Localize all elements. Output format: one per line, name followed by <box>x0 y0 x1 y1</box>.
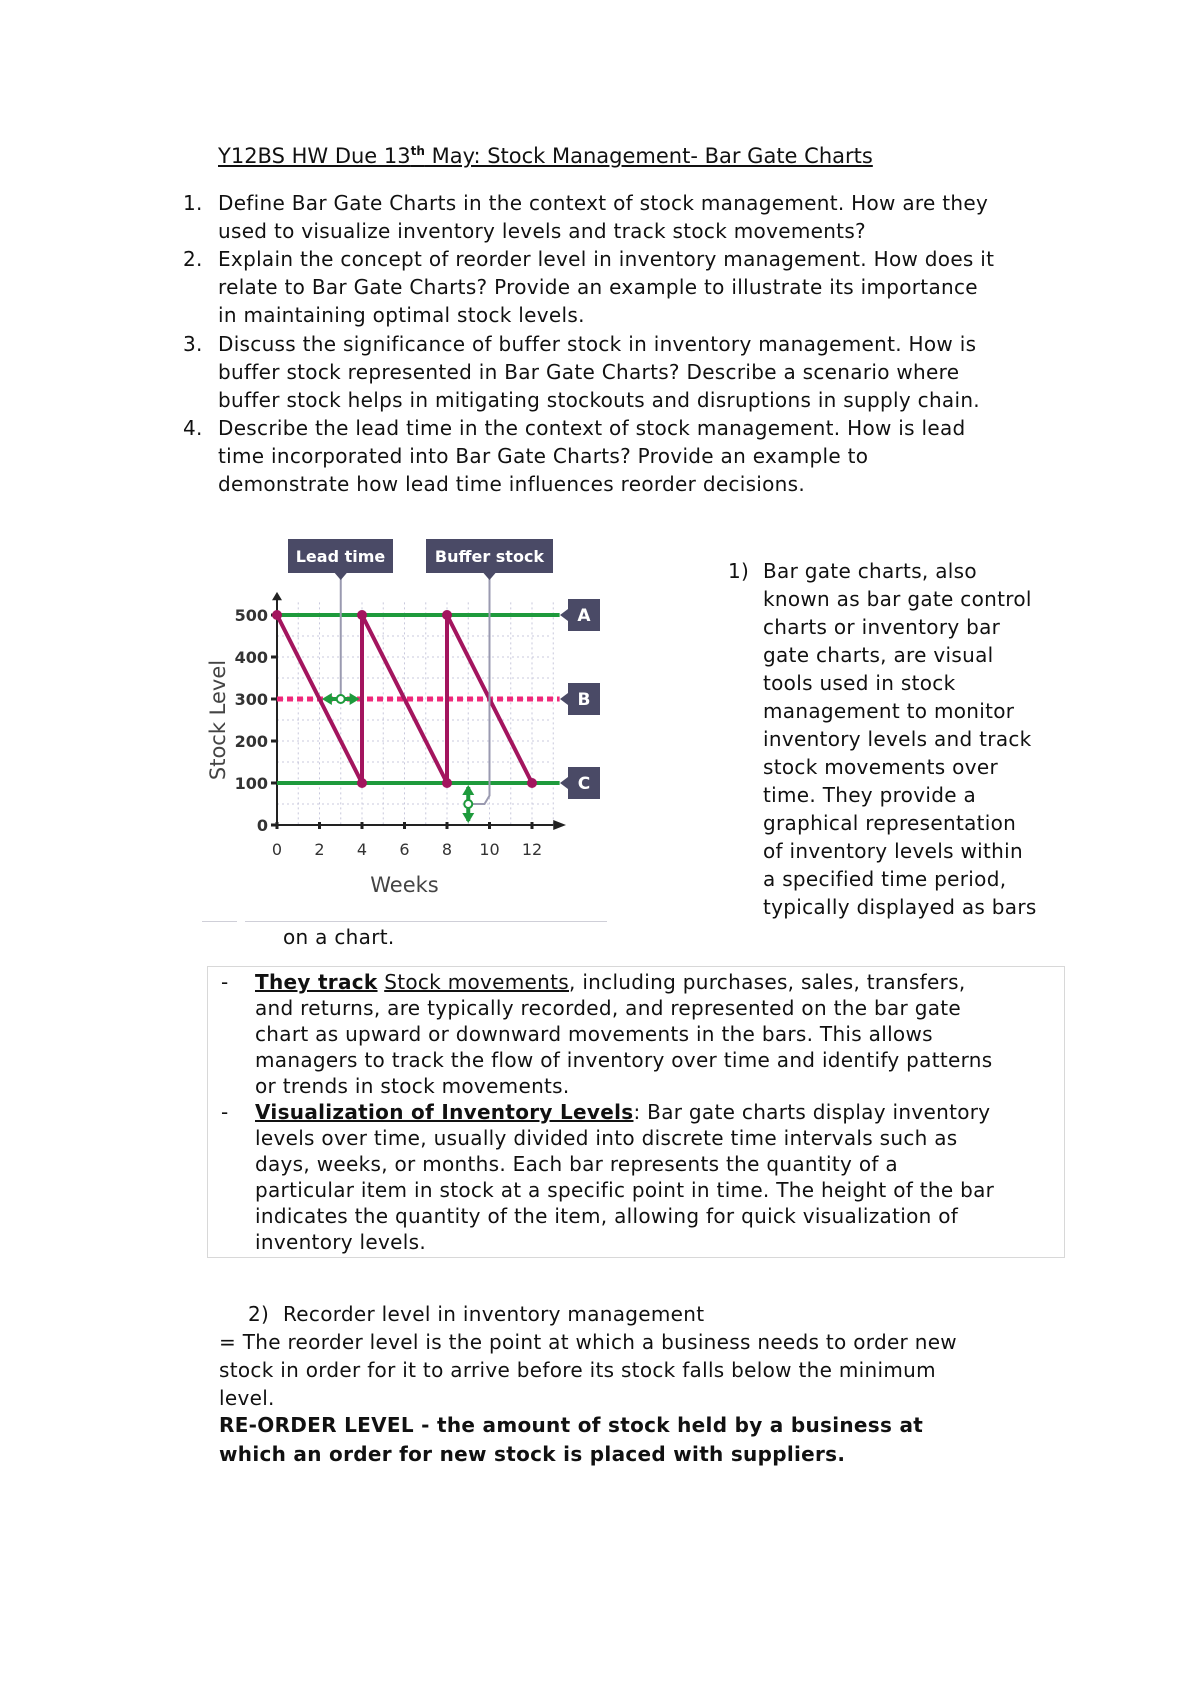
question-text: buffer stock represented in Bar Gate Charts? Describe a scenario where <box>218 359 960 384</box>
data-point <box>527 778 537 788</box>
answer-text: tools used in stock <box>763 671 956 695</box>
x-tick-label: 6 <box>399 840 410 859</box>
answer-text: graphical representation <box>763 811 1017 835</box>
answer-text: = The reorder level is the point at which a business needs to order new <box>219 1330 957 1354</box>
question-text: demonstrate how lead time influences reorder decisions. <box>218 472 806 496</box>
x-tick-label: 12 <box>521 840 543 859</box>
stock-movements-link[interactable]: Stock movements <box>384 970 569 994</box>
bullet-text: or trends in stock movements. <box>255 1074 570 1098</box>
y-tick-label: 200 <box>234 732 268 751</box>
level-label: A <box>577 606 591 626</box>
data-point <box>357 610 367 620</box>
y-tick-label: 100 <box>234 774 268 793</box>
bullet-text: days, weeks, or months. Each bar represents the quantity of a <box>255 1152 898 1176</box>
answer-text: time. They provide a <box>763 783 977 807</box>
answer-text: typically displayed as bars <box>763 895 1037 919</box>
question-text: Explain the concept of reorder level in inventory management. How does it <box>218 247 995 272</box>
answer-text: a specified time period, <box>763 867 1007 891</box>
bullet-dash: - <box>221 1100 229 1124</box>
arrow-down-icon <box>462 813 474 823</box>
x-axis-arrow-icon <box>553 820 566 830</box>
y-axis-arrow-icon <box>272 592 282 600</box>
divider <box>202 921 237 922</box>
bullet-dash: - <box>221 970 229 994</box>
y-tick-label: 300 <box>234 690 268 709</box>
answer-number: 1) <box>728 559 750 583</box>
definition-text: which an order for new stock is placed with suppliers. <box>219 1442 846 1466</box>
question-text: in maintaining optimal stock levels. <box>218 303 585 328</box>
data-point <box>272 610 282 620</box>
x-tick-label: 0 <box>271 840 283 859</box>
question-number: 4. <box>183 415 203 440</box>
bullet-text: and returns, are typically recorded, and represented on the bar gate <box>255 996 961 1020</box>
x-tick-label: 4 <box>356 840 368 859</box>
bullet-text: chart as upward or downward movements in the bars. This allows <box>255 1022 933 1046</box>
bullet-text: indicates the quantity of the item, allowing for quick visualization of <box>255 1204 959 1228</box>
question-text: Discuss the significance of buffer stock in inventory management. How is <box>218 331 977 356</box>
definition-text: RE-ORDER LEVEL - the amount of stock held by a business at <box>219 1413 924 1437</box>
question-text: Describe the lead time in the context of stock management. How is lead <box>218 415 966 440</box>
lead-time-label: Lead time <box>295 547 386 566</box>
bullet-text: levels over time, usually divided into discrete time intervals such as <box>255 1126 958 1150</box>
answer-text: management to monitor <box>763 699 1015 723</box>
y-tick-label: 400 <box>234 648 268 667</box>
level-label: C <box>577 774 591 794</box>
bullet-text: , including purchases, sales, transfers, <box>569 970 966 994</box>
answer-text: of inventory levels within <box>763 839 1023 863</box>
lead-time-pointer <box>335 573 347 580</box>
question-number: 2. <box>183 247 203 272</box>
level-label: B <box>577 690 591 710</box>
x-tick-label: 2 <box>314 840 325 859</box>
y-tick-label: 500 <box>234 606 268 625</box>
divider <box>245 921 607 922</box>
answer-number: 2) <box>248 1302 270 1326</box>
question-number: 3. <box>183 331 203 356</box>
bullet-heading: They track <box>255 970 378 994</box>
answer-text: charts or inventory bar <box>763 615 1001 639</box>
question-text: buffer stock helps in mitigating stockouts and disruptions in supply chain. <box>218 387 980 412</box>
question-text: used to visualize inventory levels and track stock movements? <box>218 219 866 244</box>
question-text: Define Bar Gate Charts in the context of stock management. How are they <box>218 191 989 215</box>
page-title: Y12BS HW Due 13th May: Stock Management- Bar Gate Charts <box>218 144 873 168</box>
bullet-text: managers to track the flow of inventory over time and identify patterns <box>255 1048 993 1072</box>
lead-time-marker <box>337 695 345 703</box>
question-number: 1. <box>183 191 203 215</box>
question-text: time incorporated into Bar Gate Charts? Provide an example to <box>218 443 869 468</box>
bullet-first-line <box>255 969 966 995</box>
buffer-stock-marker <box>464 800 472 808</box>
bullet-text: particular item in stock at a specific point in time. The height of the bar <box>255 1178 995 1202</box>
bullet-first-line <box>255 1099 990 1125</box>
answer-text: stock movements over <box>763 755 998 779</box>
data-point <box>442 610 452 620</box>
answer-text: on a chart. <box>283 925 395 949</box>
answer-heading: Recorder level in inventory management <box>283 1302 705 1326</box>
answer-text: level. <box>219 1386 275 1410</box>
bullet-text: inventory levels. <box>255 1230 426 1254</box>
y-tick-label: 0 <box>256 816 268 835</box>
y-axis-label: Stock Level <box>206 659 230 781</box>
bar-gate-chart <box>200 530 620 910</box>
answer-text: inventory levels and track <box>763 727 1032 751</box>
answer-text: gate charts, are visual <box>763 643 994 667</box>
arrow-up-icon <box>462 785 474 795</box>
arrow-right-icon <box>350 693 360 705</box>
data-point <box>442 778 452 788</box>
x-tick-label: 8 <box>441 840 453 859</box>
answer-text: known as bar gate control <box>763 587 1032 611</box>
bullet-text: : Bar gate charts display inventory <box>633 1100 991 1124</box>
answer-text: Bar gate charts, also <box>763 559 977 583</box>
x-axis-label: Weeks <box>370 873 439 897</box>
bullet-heading: Visualization of Inventory Levels <box>255 1100 634 1124</box>
answer-text: stock in order for it to arrive before its stock falls below the minimum <box>219 1358 936 1382</box>
buffer-stock-label: Buffer stock <box>434 547 545 566</box>
x-tick-label: 10 <box>479 840 500 859</box>
question-text: relate to Bar Gate Charts? Provide an example to illustrate its importance <box>218 275 978 300</box>
data-point <box>357 778 367 788</box>
buffer-stock-pointer <box>484 573 496 580</box>
